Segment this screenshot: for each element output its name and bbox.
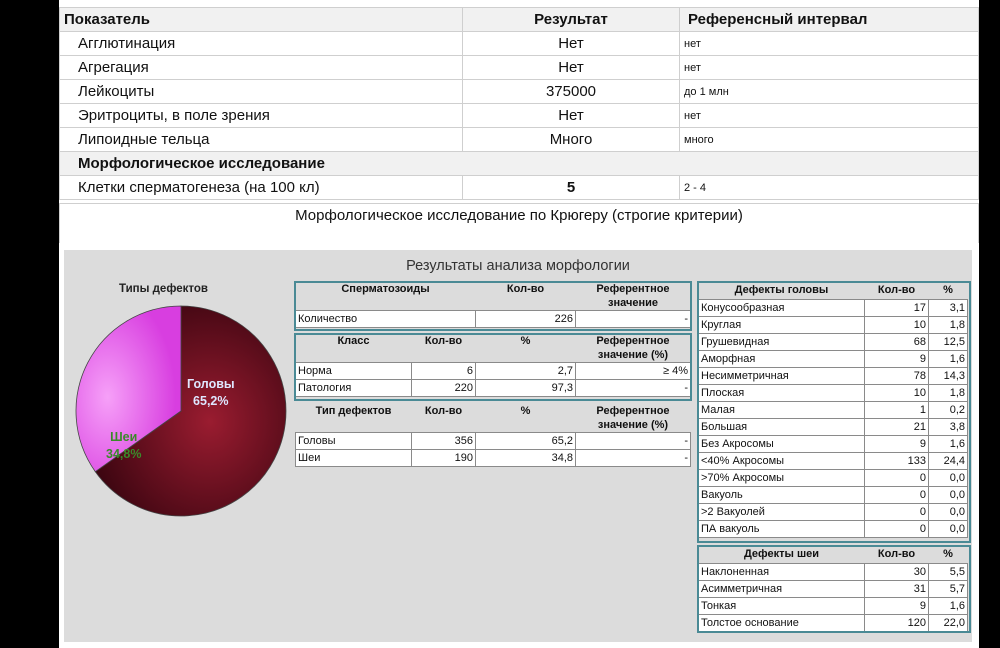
header-reference: Референсный интервал — [680, 8, 979, 32]
row-reference: нет — [680, 104, 979, 128]
th-sperm: Сперматозоиды — [296, 282, 476, 311]
table-row — [699, 385, 968, 402]
cell-pct: 2,7 — [476, 363, 576, 380]
cell-count: 0 — [865, 504, 929, 521]
cell-count: 31 — [865, 581, 929, 598]
row-reference: 2 - 4 — [680, 176, 979, 200]
defect-type-table — [295, 404, 691, 467]
table-row — [699, 564, 968, 581]
header-indicator: Показатель — [60, 8, 463, 32]
cell-ref: - — [576, 380, 691, 397]
cell-name: Асимметричная — [699, 581, 865, 598]
cell-pct: 1,6 — [929, 598, 968, 615]
cell-count: 0 — [865, 470, 929, 487]
cell-pct: 0,0 — [929, 504, 968, 521]
table-row — [699, 453, 968, 470]
cell-pct: 3,8 — [929, 419, 968, 436]
table-row — [699, 317, 968, 334]
cell-pct: 34,8 — [476, 450, 576, 467]
cell-name: Наклоненная — [699, 564, 865, 581]
table-row — [60, 176, 979, 200]
cell-name: Без Акросомы — [699, 436, 865, 453]
cell-count: 190 — [412, 450, 476, 467]
cell-pct: 5,5 — [929, 564, 968, 581]
cell-name: <40% Акросомы — [699, 453, 865, 470]
cell-count: 17 — [865, 300, 929, 317]
cell-count: 0 — [865, 521, 929, 538]
table-row — [699, 470, 968, 487]
cell-count: 9 — [865, 598, 929, 615]
cell-count: 6 — [412, 363, 476, 380]
row-result: 375000 — [463, 80, 680, 104]
row-reference: нет — [680, 32, 979, 56]
table-row — [60, 80, 979, 104]
head-defects-table — [698, 283, 968, 538]
table-row — [699, 581, 968, 598]
th-count: Кол-во — [412, 404, 476, 433]
cell-name: Круглая — [699, 317, 865, 334]
table-row — [699, 419, 968, 436]
table-row — [699, 615, 968, 632]
cell-count: 21 — [865, 419, 929, 436]
cell-pct: 14,3 — [929, 368, 968, 385]
table-row — [60, 32, 979, 56]
cell-ref: - — [576, 450, 691, 467]
neck-defects-table — [698, 547, 968, 632]
th-count: Кол-во — [865, 283, 929, 300]
th-pct: % — [929, 547, 968, 564]
table-row — [296, 363, 691, 380]
cell-pct: 1,8 — [929, 385, 968, 402]
cell-count: 9 — [865, 436, 929, 453]
row-result: Нет — [463, 56, 680, 80]
th-pct: % — [476, 404, 576, 433]
th-ref: Референтное значение (%) — [576, 404, 691, 433]
cell-name: >2 Вакуолей — [699, 504, 865, 521]
th-ref: Референтное значение (%) — [576, 334, 691, 363]
cell-pct: 1,6 — [929, 351, 968, 368]
cell-name: Патология — [296, 380, 412, 397]
cell-count: 0 — [865, 487, 929, 504]
kruger-title: Морфологическое исследование по Крюгеру (строгие критерии) — [59, 203, 979, 243]
cell-count: 133 — [865, 453, 929, 470]
cell-count: 9 — [865, 351, 929, 368]
pie-label-necks-name: Шеи — [110, 430, 138, 444]
cell-name: Большая — [699, 419, 865, 436]
table-row — [699, 300, 968, 317]
pie-label-necks — [106, 429, 141, 463]
cell-name: Шеи — [296, 450, 412, 467]
table-row — [699, 402, 968, 419]
cell-pct: 0,2 — [929, 402, 968, 419]
cell-pct: 1,6 — [929, 436, 968, 453]
cell-pct: 3,1 — [929, 300, 968, 317]
table-row — [699, 334, 968, 351]
cell-ref: - — [576, 433, 691, 450]
cell-count: 30 — [865, 564, 929, 581]
cell-pct: 22,0 — [929, 615, 968, 632]
th-type: Тип дефектов — [296, 404, 412, 433]
cell-pct: 12,5 — [929, 334, 968, 351]
table-row — [296, 311, 691, 328]
cell-name: >70% Акросомы — [699, 470, 865, 487]
cell-name: Аморфная — [699, 351, 865, 368]
cell-pct: 5,7 — [929, 581, 968, 598]
cell-name: Толстое основание — [699, 615, 865, 632]
cell-pct: 24,4 — [929, 453, 968, 470]
morphology-panel — [64, 250, 972, 642]
row-result: Нет — [463, 32, 680, 56]
row-result: Нет — [463, 104, 680, 128]
pie-label-heads-value: 65,2% — [193, 394, 229, 408]
cell-name: Норма — [296, 363, 412, 380]
table-row — [699, 436, 968, 453]
cell-name: Конусообразная — [699, 300, 865, 317]
row-reference: нет — [680, 56, 979, 80]
section-row — [60, 152, 979, 176]
table-row — [296, 433, 691, 450]
cell-pct: 0,0 — [929, 470, 968, 487]
cell-name: Грушевидная — [699, 334, 865, 351]
cell-count: 78 — [865, 368, 929, 385]
row-result: Много — [463, 128, 680, 152]
row-name: Клетки сперматогенеза (на 100 кл) — [60, 176, 463, 200]
class-table — [295, 334, 691, 397]
row-name: Агглютинация — [60, 32, 463, 56]
table-row — [699, 521, 968, 538]
th-head-defects: Дефекты головы — [699, 283, 865, 300]
th-pct: % — [929, 283, 968, 300]
header-result: Результат — [463, 8, 680, 32]
cell-ref: ≥ 4% — [576, 363, 691, 380]
cell-pct: 65,2 — [476, 433, 576, 450]
row-name: Агрегация — [60, 56, 463, 80]
th-count: Кол-во — [476, 282, 576, 311]
cell-count: 120 — [865, 615, 929, 632]
table-row — [60, 56, 979, 80]
row-name: Эритроциты, в поле зрения — [60, 104, 463, 128]
cell-name: Плоская — [699, 385, 865, 402]
table-row — [699, 504, 968, 521]
cell-name: Несимметричная — [699, 368, 865, 385]
cell-pct: 0,0 — [929, 521, 968, 538]
table-row — [60, 128, 979, 152]
cell-name: Головы — [296, 433, 412, 450]
defect-types-pie-chart — [74, 298, 289, 524]
table-row — [699, 598, 968, 615]
row-name: Лейкоциты — [60, 80, 463, 104]
th-neck-defects: Дефекты шеи — [699, 547, 865, 564]
cell-name: Малая — [699, 402, 865, 419]
results-header-row — [60, 8, 979, 32]
row-reference: до 1 млн — [680, 80, 979, 104]
pie-label-necks-value: 34,8% — [106, 447, 142, 461]
table-row — [699, 487, 968, 504]
sperm-count-table — [295, 282, 691, 328]
cell-count: 220 — [412, 380, 476, 397]
cell-count: 68 — [865, 334, 929, 351]
table-row — [296, 380, 691, 397]
cell-name: Количество — [296, 311, 476, 328]
th-ref: Референтное значение — [576, 282, 691, 311]
table-row — [296, 450, 691, 467]
cell-ref: - — [576, 311, 691, 328]
cell-count: 10 — [865, 385, 929, 402]
cell-count: 356 — [412, 433, 476, 450]
cell-count: 10 — [865, 317, 929, 334]
row-reference: много — [680, 128, 979, 152]
pie-label-heads — [187, 376, 235, 410]
table-row — [699, 351, 968, 368]
table-row — [60, 104, 979, 128]
cell-pct: 0,0 — [929, 487, 968, 504]
pie-chart-title: Типы дефектов — [119, 283, 208, 295]
cell-pct: 97,3 — [476, 380, 576, 397]
results-table — [59, 7, 979, 200]
cell-name: ПА вакуоль — [699, 521, 865, 538]
th-count: Кол-во — [865, 547, 929, 564]
section-title: Морфологическое исследование — [60, 152, 979, 176]
cell-count: 1 — [865, 402, 929, 419]
cell-pct: 1,8 — [929, 317, 968, 334]
row-result: 5 — [463, 176, 680, 200]
row-name: Липоидные тельца — [60, 128, 463, 152]
table-row — [699, 368, 968, 385]
cell-name: Вакуоль — [699, 487, 865, 504]
cell-name: Тонкая — [699, 598, 865, 615]
th-count: Кол-во — [412, 334, 476, 363]
pie-label-heads-name: Головы — [187, 377, 235, 391]
panel-title: Результаты анализа морфологии — [406, 258, 630, 274]
report-sheet — [59, 0, 979, 648]
th-class: Класс — [296, 334, 412, 363]
th-pct: % — [476, 334, 576, 363]
cell-count: 226 — [476, 311, 576, 328]
